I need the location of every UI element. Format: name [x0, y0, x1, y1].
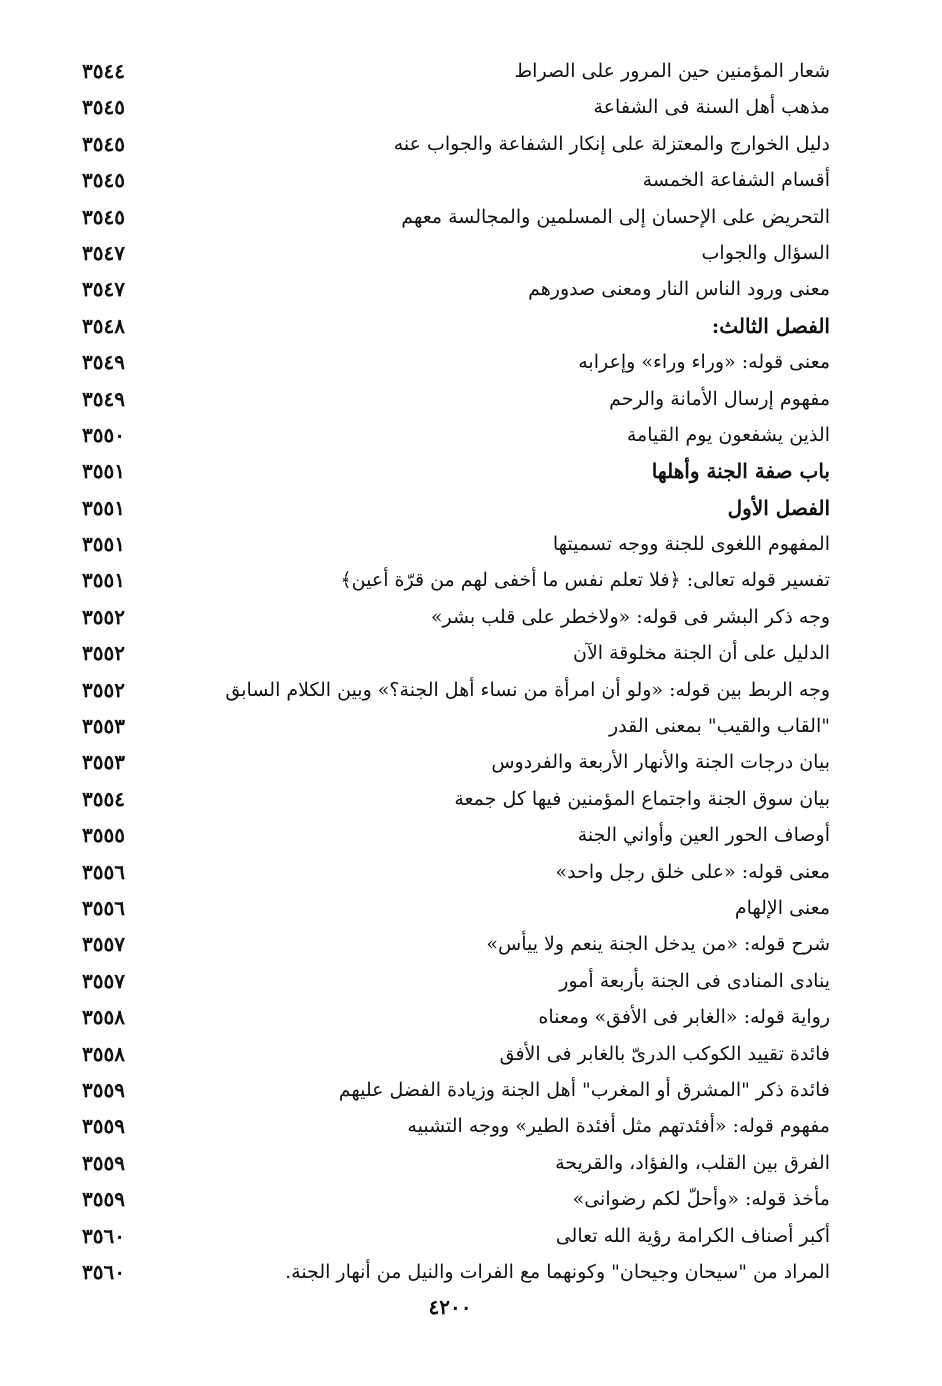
toc-entry-page: ٣٥٤٨	[82, 313, 125, 338]
toc-entry	[60, 926, 840, 962]
toc-entry-title: فائدة ذكر "المشرق أو المغرب" أهل الجنة وزيادة الفضل عليهم	[338, 1078, 830, 1101]
toc-entry	[60, 1145, 840, 1181]
toc-entry-title: أكبر أصناف الكرامة رؤية الله تعالى	[555, 1224, 830, 1247]
toc-entry-page: ٣٥٥٥	[82, 823, 125, 848]
toc-entry-page: ٣٥٥٧	[82, 968, 125, 993]
toc-entry	[60, 235, 840, 271]
toc-entry-title: مذهب أهل السنة فى الشفاعة	[593, 96, 830, 119]
toc-entry-title: السؤال والجواب	[701, 241, 830, 264]
toc-entry-page: ٣٥٤٤	[82, 59, 125, 83]
toc-entry	[60, 1036, 840, 1072]
toc-entry	[60, 963, 840, 999]
page-number: ٤٢٠٠	[428, 1295, 472, 1319]
toc-entry-title: بيان درجات الجنة والأنهار الأربعة والفردوس	[491, 751, 830, 774]
toc-entry-page: ٣٥٤٩	[82, 350, 125, 375]
toc-entry	[60, 1254, 840, 1290]
toc-entry-page: ٣٥٥٨	[82, 1005, 125, 1030]
toc-entry	[60, 417, 840, 453]
toc-entry	[60, 999, 840, 1035]
toc-entry-title: الذين يشفعون يوم القيامة	[626, 423, 830, 446]
toc-entry-page: ٣٥٥٣	[82, 714, 125, 739]
toc-entry-title: التحريض على الإحسان إلى المسلمين والمجالسة معهم	[401, 205, 830, 228]
toc-entry-title: دليل الخوارج والمعتزلة على إنكار الشفاعة والجواب عنه	[393, 132, 830, 155]
toc-entry-page: ٣٥٥٤	[82, 786, 125, 811]
toc-entry-page: ٣٥٥٧	[82, 932, 125, 957]
toc-entry	[60, 817, 840, 853]
toc-entry-title: رواية قوله: «الغابر فى الأفق» ومعناه	[538, 1006, 830, 1029]
toc-entry	[60, 635, 840, 671]
toc-entry	[60, 126, 840, 162]
toc-entry-page: ٣٥٤٥	[82, 168, 125, 193]
toc-entry-page: ٣٥٥٩	[82, 1114, 125, 1139]
toc-entry-page: ٣٥٥٩	[82, 1077, 125, 1102]
toc-entry-page: ٣٥٥٨	[82, 1041, 125, 1066]
toc-entry-title: تفسير قوله تعالى: ﴿فلا تعلم نفس ما أخفى لهم من قرّة أعين﴾	[340, 569, 830, 592]
toc-entry	[60, 162, 840, 198]
toc-entry	[60, 344, 840, 380]
toc-entry	[60, 526, 840, 562]
toc-entry	[60, 89, 840, 125]
toc-entry	[60, 672, 840, 708]
toc-entry	[60, 1218, 840, 1254]
toc-entry-page: ٣٥٤٥	[82, 95, 125, 120]
toc-entry-title: المراد من "سيحان وجيحان" وكونهما مع الفرات والنيل من أنهار الجنة.	[285, 1260, 830, 1283]
toc-entry	[60, 490, 840, 526]
toc-entry-title: شرح قوله: «من يدخل الجنة ينعم ولا ييأس»	[486, 933, 830, 956]
toc-entry-title: شعار المؤمنين حين المرور على الصراط	[514, 60, 830, 82]
toc-entry-title: الدليل على أن الجنة مخلوقة الآن	[573, 642, 830, 665]
toc-entry	[60, 1108, 840, 1144]
toc-entry	[60, 890, 840, 926]
toc-entry	[60, 744, 840, 780]
toc-entry-title: "القاب والقيب" بمعنى القدر	[608, 715, 830, 738]
toc-entry-page: ٣٥٤٥	[82, 204, 125, 229]
toc-entry-title: معنى ورود الناس النار ومعنى صدورهم	[528, 278, 830, 301]
toc-entry-title: وجه الربط بين قوله: «ولو أن امرأة من نساء أهل الجنة؟» وبين الكلام السابق	[225, 678, 830, 701]
toc-entry-title: معنى قوله: «وراء وراء» وإعرابه	[578, 351, 830, 374]
toc-entry-page: ٣٥٥٦	[82, 895, 125, 920]
toc-entry-page: ٣٥٥٩	[82, 1187, 125, 1212]
toc-entry-title: مأخذ قوله: «وأحلّ لكم رضوانى»	[572, 1188, 830, 1211]
toc-entry-title: باب صفة الجنة وأهلها	[651, 459, 830, 484]
toc-entry	[60, 562, 840, 598]
toc-entry-page: ٣٥٤٧	[82, 240, 125, 265]
toc-entry-page: ٣٥٥١	[82, 568, 125, 593]
toc-entry	[60, 854, 840, 890]
toc-entry-page: ٣٥٦٠	[82, 1223, 125, 1248]
toc-entry	[60, 308, 840, 344]
toc-entry-title: مفهوم إرسال الأمانة والرحم	[609, 387, 830, 410]
toc-entry-title: أقسام الشفاعة الخمسة	[642, 169, 830, 192]
toc-entry	[60, 599, 840, 635]
toc-entry	[60, 381, 840, 417]
toc-entry-title: أوصاف الحور العين وأواني الجنة	[577, 824, 830, 847]
toc-entry-title: بيان سوق الجنة واجتماع المؤمنين فيها كل جمعة	[454, 787, 830, 810]
toc-entry-page: ٣٥٤٩	[82, 386, 125, 411]
toc-entry-page: ٣٥٥٢	[82, 641, 125, 666]
toc-entry-page: ٣٥٥٢	[82, 677, 125, 702]
toc-entry	[60, 199, 840, 235]
toc-entry-page: ٣٥٥١	[82, 495, 125, 520]
toc-entry-page: ٣٥٦٠	[82, 1259, 125, 1284]
toc-entry-page: ٣٥٤٥	[82, 131, 125, 156]
toc-entry-title: المفهوم اللغوى للجنة ووجه تسميتها	[552, 533, 830, 556]
toc-entry-title: الفرق بين القلب، والفؤاد، والقريحة	[555, 1151, 830, 1174]
toc-entry	[60, 1181, 840, 1217]
toc-entry-title: ينادى المنادى فى الجنة بأربعة أمور	[559, 969, 830, 992]
toc-entry	[60, 453, 840, 489]
toc-entry-title: فائدة تقييد الكوكب الدرىّ بالغابر فى الأفق	[499, 1042, 830, 1065]
toc-entry-title: مفهوم قوله: «أفئدتهم مثل أفئدة الطير» ووجه التشبيه	[407, 1115, 830, 1138]
toc-entry-page: ٣٥٥٩	[82, 1150, 125, 1175]
toc-entry-page: ٣٥٥١	[82, 459, 125, 484]
toc-entry-title: وجه ذكر البشر فى قوله: «ولاخطر على قلب بشر»	[430, 605, 830, 628]
toc-entry	[60, 1072, 840, 1108]
toc-entry-page: ٣٥٥٢	[82, 604, 125, 629]
toc-entry	[60, 271, 840, 307]
toc-entry-page: ٣٥٤٧	[82, 277, 125, 302]
toc-entry-page: ٣٥٥٠	[82, 422, 125, 447]
toc-entry-page: ٣٥٥٣	[82, 750, 125, 775]
toc-entry-page: ٣٥٥٦	[82, 859, 125, 884]
toc-entry-title: معنى الإلهام	[734, 896, 830, 919]
toc-entry	[60, 53, 840, 89]
toc-entry-page: ٣٥٥١	[82, 532, 125, 557]
toc-entry-title: معنى قوله: «على خلق رجل واحد»	[555, 860, 830, 883]
toc-entry	[60, 708, 840, 744]
toc-entry-title: الفصل الثالث:	[711, 313, 830, 338]
table-of-contents	[60, 53, 840, 1290]
toc-entry	[60, 781, 840, 817]
toc-entry-title: الفصل الأول	[727, 495, 830, 520]
